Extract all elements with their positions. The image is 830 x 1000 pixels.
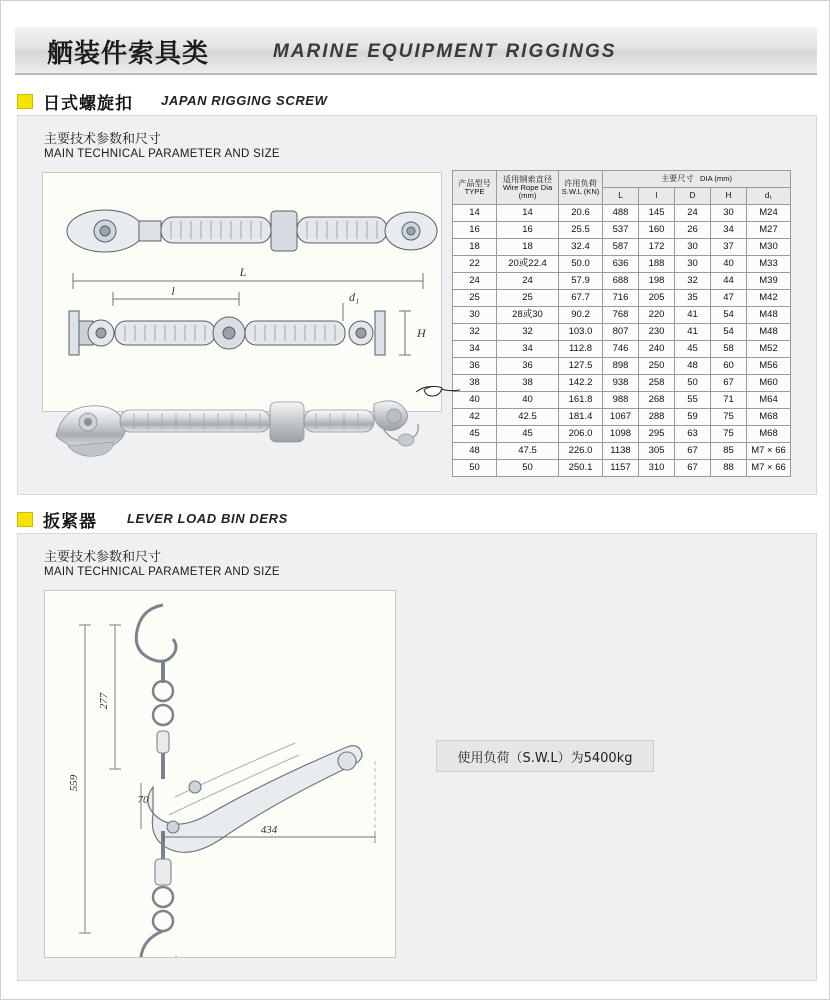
cell-l: 230 <box>639 324 675 341</box>
table-row <box>453 307 791 324</box>
cell-D: 41 <box>675 324 711 341</box>
cell-d1: M27 <box>747 222 791 239</box>
cell-D: 67 <box>675 460 711 477</box>
cell-L: 938 <box>603 375 639 392</box>
cell-l: 145 <box>639 205 675 222</box>
cell-swl: 57.9 <box>559 273 603 290</box>
th-D: D <box>675 188 711 205</box>
cell-L: 1098 <box>603 426 639 443</box>
cell-type: 38 <box>453 375 497 392</box>
cell-wire: 36 <box>497 358 559 375</box>
cell-l: 240 <box>639 341 675 358</box>
swl-note-text: 使用负荷（S.W.L）为5400kg <box>457 750 633 766</box>
cell-D: 63 <box>675 426 711 443</box>
section-marker-icon <box>17 94 33 109</box>
page-title-cn: 舾装件索具类 <box>47 39 210 69</box>
cell-d1: M7 × 66 <box>747 443 791 460</box>
cell-H: 54 <box>711 324 747 341</box>
cell-D: 32 <box>675 273 711 290</box>
table-row <box>453 460 791 477</box>
table-row <box>453 256 791 273</box>
cell-d1: M64 <box>747 392 791 409</box>
cell-L: 1067 <box>603 409 639 426</box>
cell-d1: M48 <box>747 324 791 341</box>
cell-l: 250 <box>639 358 675 375</box>
th-l: l <box>639 188 675 205</box>
cell-wire: 18 <box>497 239 559 256</box>
cell-H: 40 <box>711 256 747 273</box>
cell-type: 16 <box>453 222 497 239</box>
page-title-en: MARINE EQUIPMENT RIGGINGS <box>273 41 617 62</box>
cell-d1: M68 <box>747 409 791 426</box>
cell-type: 40 <box>453 392 497 409</box>
cell-type: 36 <box>453 358 497 375</box>
drawing-label-L: L <box>239 265 247 279</box>
section-title-en: LEVER LOAD BIN DERS <box>127 511 288 526</box>
cell-H: 47 <box>711 290 747 307</box>
table-row <box>453 290 791 307</box>
table-row <box>453 324 791 341</box>
cell-L: 488 <box>603 205 639 222</box>
cell-l: 205 <box>639 290 675 307</box>
cell-swl: 250.1 <box>559 460 603 477</box>
cell-D: 50 <box>675 375 711 392</box>
cell-H: 58 <box>711 341 747 358</box>
cell-l: 310 <box>639 460 675 477</box>
table-row <box>453 392 791 409</box>
table-row <box>453 426 791 443</box>
cell-D: 26 <box>675 222 711 239</box>
section-title-en: JAPAN RIGGING SCREW <box>161 93 328 108</box>
th-H: H <box>711 188 747 205</box>
dim-277: 277 <box>98 692 110 710</box>
cell-wire: 47.5 <box>497 443 559 460</box>
cell-H: 34 <box>711 222 747 239</box>
cell-swl: 181.4 <box>559 409 603 426</box>
cell-wire: 38 <box>497 375 559 392</box>
cell-swl: 32.4 <box>559 239 603 256</box>
cell-swl: 142.2 <box>559 375 603 392</box>
cell-type: 32 <box>453 324 497 341</box>
section-body-japan-rigging-screw <box>17 115 817 495</box>
drawing-label-H: H <box>417 326 426 340</box>
cell-l: 258 <box>639 375 675 392</box>
section-title-cn: 日式螺旋扣 <box>43 94 133 114</box>
th-type: 产品型号 TYPE <box>453 171 497 205</box>
product-photo-rigging-screw <box>48 374 448 484</box>
cell-l: 288 <box>639 409 675 426</box>
dim-70: 70 <box>137 794 149 806</box>
cell-D: 45 <box>675 341 711 358</box>
th-swl: 许用负荷 S.W.L (KN) <box>559 171 603 205</box>
cell-L: 537 <box>603 222 639 239</box>
cell-D: 24 <box>675 205 711 222</box>
cell-H: 75 <box>711 409 747 426</box>
cell-L: 636 <box>603 256 639 273</box>
spec-table-rigging-screw <box>452 170 791 477</box>
dim-559: 559 <box>68 774 80 792</box>
cell-d1: M24 <box>747 205 791 222</box>
cell-L: 688 <box>603 273 639 290</box>
cell-type: 50 <box>453 460 497 477</box>
table-row <box>453 341 791 358</box>
page-header <box>15 27 817 75</box>
cell-L: 716 <box>603 290 639 307</box>
table-row <box>453 273 791 290</box>
cell-type: 30 <box>453 307 497 324</box>
cell-swl: 50.0 <box>559 256 603 273</box>
cell-d1: M7 × 66 <box>747 460 791 477</box>
cell-type: 22 <box>453 256 497 273</box>
table-row <box>453 409 791 426</box>
section-title-cn: 扳紧器 <box>43 512 97 532</box>
cell-H: 85 <box>711 443 747 460</box>
cell-d1: M56 <box>747 358 791 375</box>
cell-wire: 45 <box>497 426 559 443</box>
param-label-en-1: MAIN TECHNICAL PARAMETER AND SIZE <box>44 148 280 160</box>
cell-l: 295 <box>639 426 675 443</box>
cell-wire: 14 <box>497 205 559 222</box>
cell-l: 268 <box>639 392 675 409</box>
cell-L: 1138 <box>603 443 639 460</box>
cell-L: 587 <box>603 239 639 256</box>
annotation-pointer-icon <box>414 378 462 404</box>
drawing-label-l: l <box>171 284 175 298</box>
cell-D: 35 <box>675 290 711 307</box>
cell-D: 55 <box>675 392 711 409</box>
cell-swl: 103.0 <box>559 324 603 341</box>
cell-d1: M60 <box>747 375 791 392</box>
cell-swl: 206.0 <box>559 426 603 443</box>
cell-wire: 20或22.4 <box>497 256 559 273</box>
cell-H: 30 <box>711 205 747 222</box>
swl-note-box <box>436 740 654 772</box>
cell-D: 30 <box>675 239 711 256</box>
cell-H: 75 <box>711 426 747 443</box>
cell-L: 988 <box>603 392 639 409</box>
cell-l: 172 <box>639 239 675 256</box>
cell-type: 25 <box>453 290 497 307</box>
cell-d1: M42 <box>747 290 791 307</box>
lever-binder-line-drawing <box>45 591 395 957</box>
cell-H: 71 <box>711 392 747 409</box>
cell-swl: 67.7 <box>559 290 603 307</box>
cell-d1: M48 <box>747 307 791 324</box>
section-marker-icon <box>17 512 33 527</box>
cell-l: 188 <box>639 256 675 273</box>
cell-L: 1157 <box>603 460 639 477</box>
cell-l: 198 <box>639 273 675 290</box>
th-wire-rope-dia: 适用钢索直径 Wire Rope Dia (mm) <box>497 171 559 205</box>
cell-H: 67 <box>711 375 747 392</box>
cell-L: 807 <box>603 324 639 341</box>
section-heading-japan-rigging-screw <box>17 91 417 113</box>
table-row <box>453 358 791 375</box>
param-label-en-2: MAIN TECHNICAL PARAMETER AND SIZE <box>44 566 280 578</box>
th-main-dimensions: 主要尺寸 DIA (mm) <box>603 171 791 188</box>
table-header-row-top <box>453 171 791 188</box>
table-row <box>453 205 791 222</box>
param-label-cn-2: 主要技术参数和尺寸 <box>44 550 162 565</box>
cell-D: 30 <box>675 256 711 273</box>
cell-type: 42 <box>453 409 497 426</box>
cell-type: 18 <box>453 239 497 256</box>
section-heading-lever-load-binders <box>17 509 417 531</box>
cell-H: 60 <box>711 358 747 375</box>
cell-wire: 16 <box>497 222 559 239</box>
cell-swl: 25.5 <box>559 222 603 239</box>
section-body-lever-load-binders <box>17 533 817 981</box>
cell-wire: 42.5 <box>497 409 559 426</box>
cell-type: 48 <box>453 443 497 460</box>
cell-wire: 32 <box>497 324 559 341</box>
cell-H: 44 <box>711 273 747 290</box>
rigging-screw-photo <box>48 374 448 484</box>
cell-swl: 226.0 <box>559 443 603 460</box>
table-row <box>453 239 791 256</box>
dim-434: 434 <box>260 824 278 836</box>
table-row <box>453 375 791 392</box>
cell-d1: M52 <box>747 341 791 358</box>
cell-H: 54 <box>711 307 747 324</box>
cell-wire: 24 <box>497 273 559 290</box>
th-d1: d₁ <box>747 188 791 205</box>
cell-type: 34 <box>453 341 497 358</box>
cell-wire: 50 <box>497 460 559 477</box>
param-label-cn-1: 主要技术参数和尺寸 <box>44 132 162 147</box>
cell-l: 220 <box>639 307 675 324</box>
cell-L: 768 <box>603 307 639 324</box>
cell-type: 14 <box>453 205 497 222</box>
cell-D: 41 <box>675 307 711 324</box>
table-row <box>453 222 791 239</box>
cell-wire: 34 <box>497 341 559 358</box>
table-row <box>453 443 791 460</box>
cell-d1: M68 <box>747 426 791 443</box>
spec-table-body <box>453 205 791 477</box>
cell-type: 24 <box>453 273 497 290</box>
cell-swl: 127.5 <box>559 358 603 375</box>
cell-d1: M33 <box>747 256 791 273</box>
cell-wire: 28或30 <box>497 307 559 324</box>
cell-wire: 40 <box>497 392 559 409</box>
cell-d1: M39 <box>747 273 791 290</box>
cell-swl: 20.6 <box>559 205 603 222</box>
cell-D: 59 <box>675 409 711 426</box>
cell-H: 88 <box>711 460 747 477</box>
cell-swl: 90.2 <box>559 307 603 324</box>
cell-D: 48 <box>675 358 711 375</box>
cell-swl: 112.8 <box>559 341 603 358</box>
cell-H: 37 <box>711 239 747 256</box>
th-L: L <box>603 188 639 205</box>
drawing-panel-lever-binder <box>44 590 396 958</box>
drawing-label-d1: d₁ <box>349 290 360 304</box>
cell-d1: M30 <box>747 239 791 256</box>
cell-D: 67 <box>675 443 711 460</box>
cell-l: 160 <box>639 222 675 239</box>
cell-L: 746 <box>603 341 639 358</box>
cell-L: 898 <box>603 358 639 375</box>
cell-l: 305 <box>639 443 675 460</box>
cell-wire: 25 <box>497 290 559 307</box>
cell-type: 45 <box>453 426 497 443</box>
cell-swl: 161.8 <box>559 392 603 409</box>
